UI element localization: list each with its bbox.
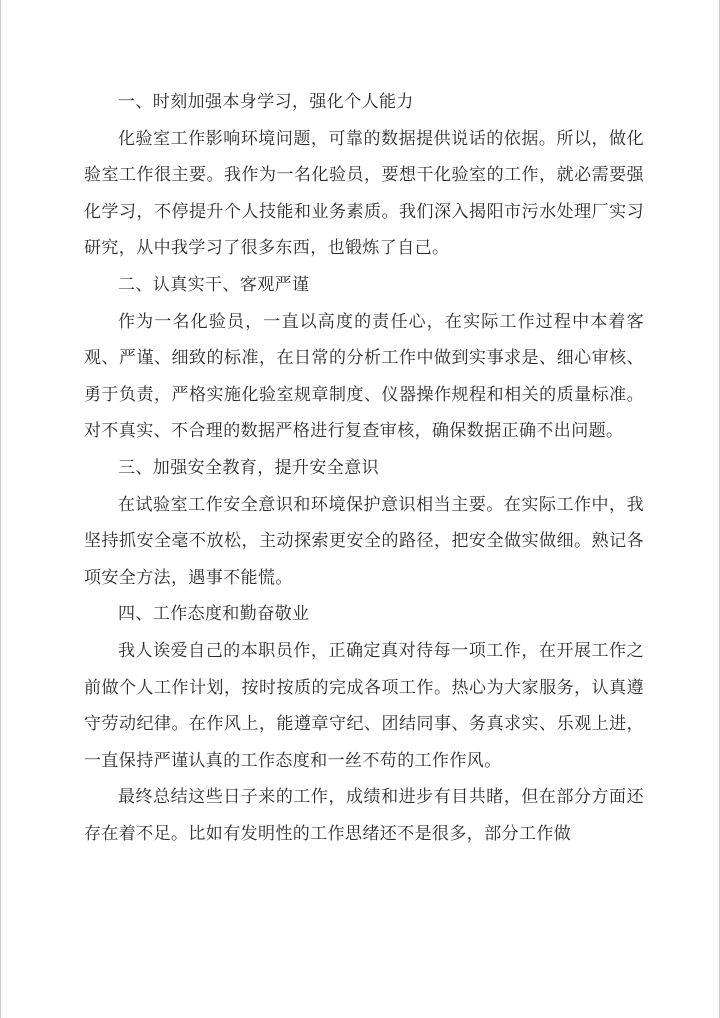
section-heading-4: 四、工作态度和勤奋敬业	[118, 604, 310, 625]
body-paragraph-2: 作为一名化验员，一直以高度的责任心，在实际工作过程中本着客观、严谨、细致的标准，在日常的分析工作中做到实事求是、细心审核、勇于负责，严格实施化验室规章制度、仪器操作规程和相关的质量标准。对不真实、不合理的数据严格进行复查审核，确保数据正确不出问题。	[84, 311, 644, 442]
body-paragraph-4: 我人诶爱自己的本职员作，正确定真对待每一项工作，在开展工作之前做个人工作计划，按时按质的完成各项工作。热心为大家服务，认真遵守劳动纪律。在作风上，能遵章守纪、团结同事、务真求实、乐观上进，一直保持严谨认真的工作态度和一丝不苟的工作作风。	[84, 640, 644, 771]
body-paragraph-1: 化验室工作影响环境问题，可靠的数据提供说话的依据。所以，做化验室工作很主要。我作为一名化验员，要想干化验室的工作，就必需要强化学习，不停提升个人技能和业务素质。我们深入揭阳市污水处理厂实习研究，从中我学习了很多东西，也锻炼了自己。	[84, 128, 644, 259]
page-left-border	[0, 0, 1, 1018]
body-paragraph-3: 在试验室工作安全意识和环境保护意识相当主要。在实际工作中，我坚持抓安全毫不放松，主动探索更安全的路径，把安全做实做细。熟记各项安全方法，遇事不能慌。	[84, 494, 644, 588]
body-paragraph-5: 最终总结这些日子来的工作，成绩和进步有目共睹，但在部分方面还存在着不足。比如有发明性的工作思绪还不是很多，部分工作做	[84, 787, 644, 844]
section-heading-1: 一、时刻加强本身学习，强化个人能力	[118, 92, 414, 112]
section-heading-2: 二、认真实干、客观严谨	[118, 274, 310, 295]
section-heading-3: 三、加强安全教育，提升安全意识	[118, 457, 379, 478]
document-body	[84, 84, 644, 852]
